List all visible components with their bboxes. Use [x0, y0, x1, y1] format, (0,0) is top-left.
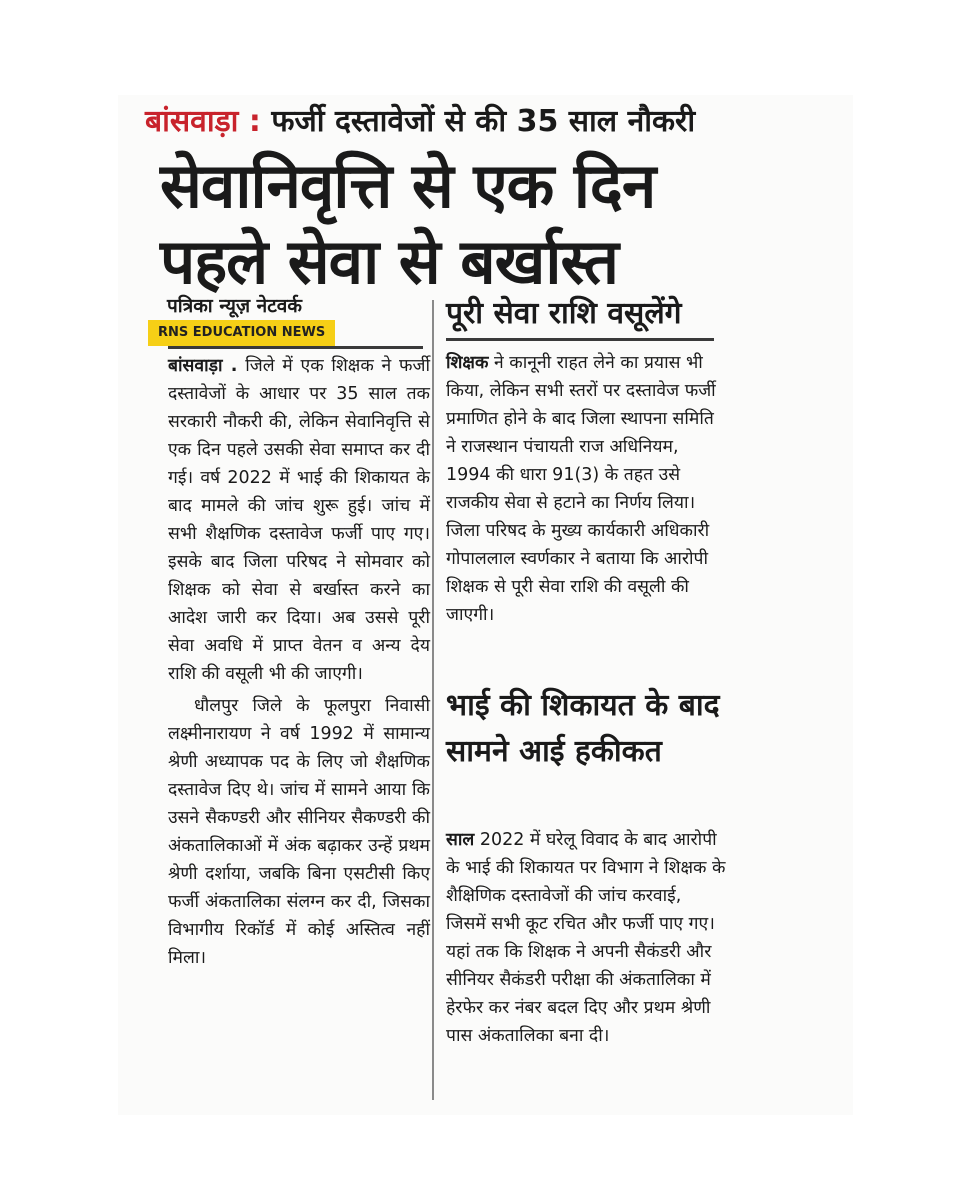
subhead-complaint: भाई की शिकायत के बाद सामने आई हकीकत	[446, 688, 720, 769]
column-divider	[432, 300, 434, 1100]
subhead-recovery: पूरी सेवा राशि वसूलेंगे	[446, 292, 714, 341]
headline-line-1: सेवानिवृत्ति से एक दिन	[160, 149, 656, 222]
byline: पत्रिका न्यूज़ नेटवर्क	[167, 295, 302, 317]
right-section-2	[446, 826, 726, 1050]
left-paragraph-2: धौलपुर जिले के फूलपुरा निवासी लक्ष्मीनारायण ने वर्ष 1992 में सामान्य श्रेणी अध्यापक पद के लिए जो शैक्षणिक दस्तावेज दिए थे। जांच में सामने आया कि उसने सैकण्डरी और सीनियर सैकण्डरी की अंकतालिकाओं में अंक बढ़ाकर उन्हें प्रथम श्रेणी दर्शाया, जबकि बिना एसटीसी किए फर्जी अंकतालिका संलग्न कर दी, जिसका विभागीय रिकॉर्ड में कोई अस्तित्व नहीं मिला।	[168, 696, 430, 968]
byline-rule	[168, 346, 423, 349]
section-1-lead: शिक्षक	[446, 353, 489, 373]
section-1-text: ने कानूनी राहत लेने का प्रयास भी किया, लेकिन सभी स्तरों पर दस्तावेज फर्जी प्रमाणित होने के बाद जिला स्थापना समिति ने राजस्थान पंचायती राज अधिनियम, 1994 की धारा 91(3) के तहत उसे राजकीय सेवा से हटाने का निर्णय लिया। जिला परिषद के मुख्य कार्यकारी अधिकारी गोपाललाल स्वर्णकार ने बताया कि आरोपी शिक्षक से पूरी सेवा राशि की वसूली की जाएगी।	[446, 353, 716, 625]
dateline: बांसवाड़ा .	[168, 356, 238, 376]
left-column	[168, 352, 430, 972]
section-2-lead: साल	[446, 830, 475, 850]
right-section-1	[446, 349, 726, 629]
watermark-badge: RNS EDUCATION NEWS	[148, 320, 335, 346]
left-paragraph-1	[168, 352, 430, 688]
kicker-text: फर्जी दस्तावेजों से की 35 साल नौकरी	[271, 104, 696, 139]
section-2-text: 2022 में घरेलू विवाद के बाद आरोपी के भाई की शिकायत पर विभाग ने शिक्षक के शैक्षिणिक दस्तावेजों की जांच करवाई, जिसमें सभी कूट रचित और फर्जी पाए गए। यहां तक कि शिक्षक ने अपनी सैकंडरी और सीनियर सैकंडरी परीक्षा की अंकतालिका में हेरफेर कर नंबर बदल दिए और प्रथम श्रेणी पास अंकतालिका बना दी।	[446, 830, 726, 1046]
kicker-place: बांसवाड़ा :	[145, 104, 261, 139]
left-paragraph-1-text: जिले में एक शिक्षक ने फर्जी दस्तावेजों के आधार पर 35 साल तक सरकारी नौकरी की, लेकिन सेवानिवृत्ति से एक दिन पहले उसकी सेवा समाप्त कर दी गई। वर्ष 2022 में भाई की शिकायत के बाद मामले की जांच शुरू हुई। जांच में सभी शैक्षणिक दस्तावेज फर्जी पाए गए। इसके बाद जिला परिषद ने सोमवार को शिक्षक को सेवा से बर्खास्त करने का आदेश जारी कर दिया। अब उससे पूरी सेवा अवधि में प्राप्त वेतन व अन्य देय राशि की वसूली भी की जाएगी।	[168, 356, 430, 684]
kicker	[145, 98, 845, 146]
headline-line-2: पहले सेवा से बर्खास्त	[160, 225, 618, 298]
headline	[160, 148, 720, 300]
